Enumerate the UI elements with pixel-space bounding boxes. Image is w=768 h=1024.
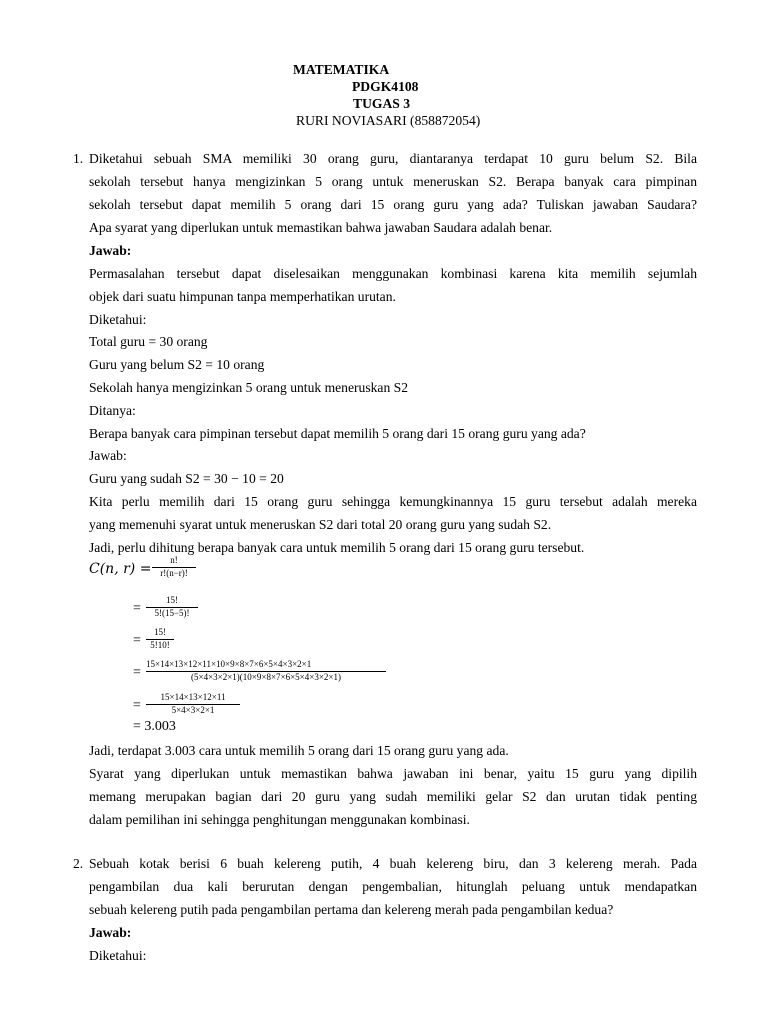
fraction-denominator: r!(n−r)! [160,568,188,578]
q2-number: 2. [73,856,84,871]
fraction-numerator: 15×14×13×12×11 [160,692,226,702]
q1-guru-sudah: Guru yang sudah S2 = 30 − 10 = 20 [89,471,284,486]
step-4-fraction [146,693,240,715]
author-line: RURI NOVIASARI (858872054) [296,113,481,128]
q1-paragraph-1-line-1: Permasalahan tersebut dapat diselesaikan menggunakan kombinasi karena kita memilih sejumlah [89,266,697,281]
q1-ditanya: Ditanya: [89,403,136,418]
q1-conclusion: Jadi, terdapat 3.003 cara untuk memilih 5 orang dari 15 orang guru yang ada. [89,743,509,758]
fraction-numerator: 15×14×13×12×11×10×9×8×7×6×5×4×3×2×1 [146,659,312,669]
q1-jadi-hitung: Jadi, perlu dihitung berapa banyak cara untuk memilih 5 orang dari 15 orang guru tersebut. [89,540,585,555]
combination-formula-fraction [152,556,196,578]
step-4-equals: = [133,698,141,713]
q1-syarat-line-3: dalam pemilihan ini sehingga penghitungan menggunakan kombinasi. [89,812,470,827]
q1-line-4: Apa syarat yang diperlukan untuk memastikan bahwa jawaban Saudara adalah benar. [89,220,553,235]
step-1-fraction [146,596,198,618]
step-3-equals: = [133,665,141,680]
combination-result: = 3.003 [133,719,176,734]
q1-total-guru: Total guru = 30 orang [89,334,208,349]
course-code: PDGK4108 [352,79,419,94]
task-title: TUGAS 3 [353,96,411,111]
q2-line-1: Sebuah kotak berisi 6 buah kelereng putih, 4 buah kelereng biru, dan 3 kelereng merah. Pada [89,856,697,871]
q1-guru-belum: Guru yang belum S2 = 10 orang [89,357,265,372]
fraction-numerator: 15! [154,627,166,637]
step-2-equals: = [133,633,141,648]
step-3-fraction [146,660,386,682]
q1-paragraph-2-line-1: Kita perlu memilih dari 15 orang guru sehingga kemungkinannya 15 guru tersebut adalah mereka [89,494,697,509]
step-1-equals: = [133,601,141,616]
q1-jawab-label: Jawab: [89,448,127,463]
q1-question: Berapa banyak cara pimpinan tersebut dapat memilih 5 orang dari 15 orang guru yang ada? [89,426,586,441]
fraction-denominator: 5!10! [150,640,170,650]
q2-jawab-heading: Jawab: [89,925,132,940]
subject-title: MATEMATIKA [293,62,390,77]
fraction-numerator: 15! [166,595,178,605]
q1-syarat-line-2: memang merupakan bagian dari 20 guru yang sudah memiliki gelar S2 dan urutan tidak penting [89,789,697,804]
q2-diketahui: Diketahui: [89,948,147,963]
fraction-denominator: 5×4×3×2×1 [171,705,215,715]
q1-number: 1. [73,151,84,166]
q1-izin: Sekolah hanya mengizinkan 5 orang untuk meneruskan S2 [89,380,409,395]
fraction-numerator: n! [170,555,178,565]
q2-line-2: pengambilan dua kali berurutan dengan pengembalian, hitunglah peluang untuk mendapatkan [89,879,697,894]
q1-jawab-heading: Jawab: [89,243,132,258]
q1-paragraph-2-line-2: yang memenuhi syarat untuk meneruskan S2 dari total 20 orang guru yang sudah S2. [89,517,552,532]
fraction-denominator: (5×4×3×2×1)(10×9×8×7×6×5×4×3×2×1) [191,672,341,682]
combination-formula-lhs: C(n, r) = [89,561,152,577]
q1-syarat-line-1: Syarat yang diperlukan untuk memastikan bahwa jawaban ini benar, yaitu 15 guru yang dipilih [89,766,697,781]
q1-line-1: Diketahui sebuah SMA memiliki 30 orang guru, diantaranya terdapat 10 guru belum S2. Bila [89,151,697,166]
step-2-fraction [146,628,174,650]
q1-diketahui: Diketahui: [89,312,147,327]
q1-line-2: sekolah tersebut hanya mengizinkan 5 orang untuk meneruskan S2. Berapa banyak cara pimpinan [89,174,697,189]
q2-line-3: sebuah kelereng putih pada pengambilan pertama dan kelereng merah pada pengambilan kedua? [89,902,614,917]
fraction-denominator: 5!(15−5)! [154,608,190,618]
q1-paragraph-1-line-2: objek dari suatu himpunan tanpa memperhatikan urutan. [89,289,396,304]
q1-line-3: sekolah tersebut dapat memilih 5 orang dari 15 orang guru yang ada? Tuliskan jawaban Saudara? [89,197,697,212]
